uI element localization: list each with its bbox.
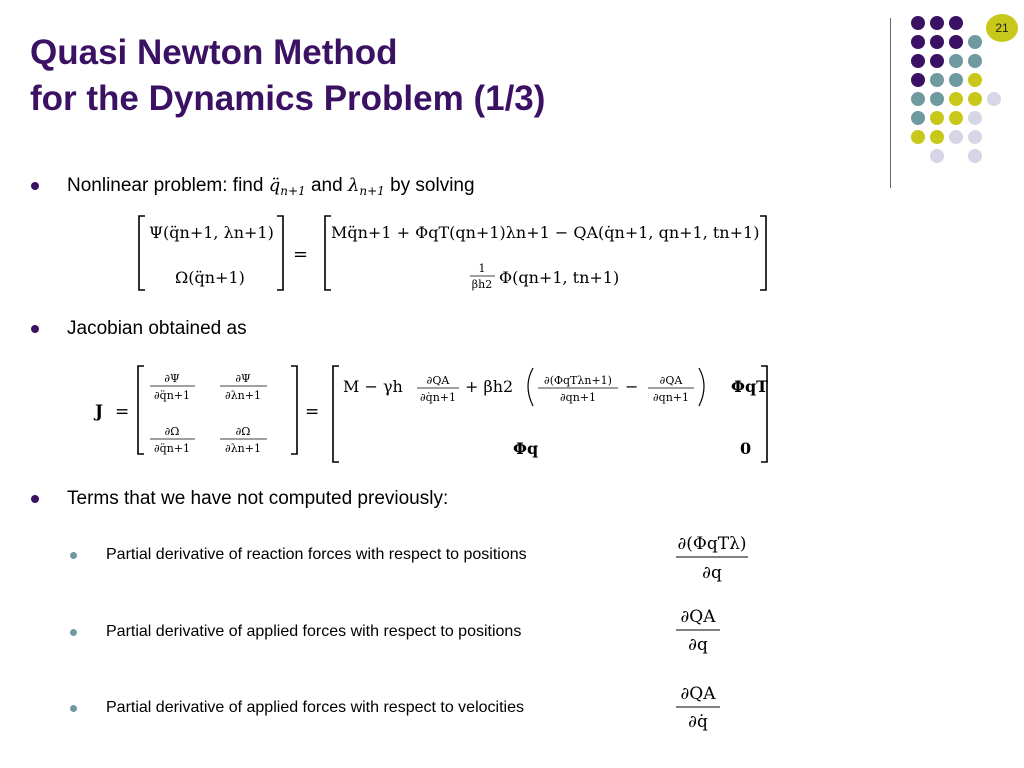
d2-den: ∂q <box>688 635 708 655</box>
decorative-dot <box>911 130 925 144</box>
eq2-r12: ΦqT <box>731 377 769 396</box>
eq2-m12-den: ∂λn+1 <box>225 389 261 402</box>
eq2-r11-f3-den: ∂qn+1 <box>652 391 690 404</box>
eq1-frac-num: 1 <box>478 262 486 275</box>
eq2-m22-num: ∂Ω <box>235 425 251 438</box>
decorative-dot <box>949 73 963 87</box>
bullet-1-and: and <box>310 175 343 196</box>
eq2-equals-2: = <box>305 402 320 422</box>
decorative-dot <box>968 130 982 144</box>
var-qddot: $q̈_{n+1}$ <box>268 175 306 198</box>
d3-den: ∂q̇ <box>688 712 708 732</box>
eq2-r11-f1-num: ∂QA <box>426 374 450 387</box>
eq2-r21: Φq <box>513 439 539 458</box>
eq2-r11-prefix: M − γh <box>343 377 403 396</box>
eq1-lhs-top: Ψ(q̈n+1, λn+1) <box>149 223 274 242</box>
decorative-dot <box>968 54 982 68</box>
derivative-applied-positions <box>672 602 732 658</box>
divider-line <box>890 18 891 188</box>
eq2-r11-f3-num: ∂QA <box>659 374 683 387</box>
d1-num: ∂(ΦqTλ) <box>677 534 747 554</box>
eq2-r22: 0 <box>740 439 752 458</box>
decorative-dot <box>930 16 944 30</box>
bullet-nonlinear-problem <box>67 174 475 203</box>
decorative-dot <box>987 92 1001 106</box>
decorative-dot <box>968 111 982 125</box>
derivative-applied-velocities <box>672 679 732 735</box>
eq1-frac-den: βh2 <box>471 278 493 291</box>
decorative-dot <box>930 149 944 163</box>
decorative-dot <box>930 111 944 125</box>
derivative-reaction-positions <box>672 525 762 585</box>
decorative-dot <box>911 16 925 30</box>
eq2-m11-den: ∂q̈n+1 <box>153 389 191 402</box>
eq2-r11-minus: − <box>625 377 639 396</box>
decorative-dot <box>968 149 982 163</box>
decorative-dot <box>911 73 925 87</box>
bullet-1-text-before: Nonlinear problem: find <box>67 175 264 196</box>
decorative-dot <box>949 92 963 106</box>
eq2-J: J <box>95 402 104 422</box>
sub-bullet-applied-positions: Partial derivative of applied forces with respect to positions <box>106 623 522 640</box>
eq2-m11-num: ∂Ψ <box>164 372 180 385</box>
decorative-dot <box>949 16 963 30</box>
decorative-dot <box>930 35 944 49</box>
eq2-r11-plus: + βh2 <box>465 377 514 396</box>
bullet-terms-not-computed: Terms that we have not computed previously: <box>67 488 449 509</box>
bullet-jacobian: Jacobian obtained as <box>67 318 247 339</box>
eq1-rhs-bottom: Φ(qn+1, tn+1) <box>499 268 620 287</box>
eq2-m21-num: ∂Ω <box>164 425 180 438</box>
decorative-dot-grid <box>0 0 1024 200</box>
decorative-dot <box>911 35 925 49</box>
var-lambda: $\lambda_{n+1}$ <box>347 175 385 198</box>
decorative-dot <box>911 111 925 125</box>
decorative-dot <box>930 92 944 106</box>
eq2-m22-den: ∂λn+1 <box>225 442 261 455</box>
sub-bullet-reaction-positions: Partial derivative of reaction forces with respect to positions <box>106 546 527 563</box>
eq1-rhs-top: Mq̈n+1 + ΦqT(qn+1)λn+1 − QA(q̇n+1, qn+1, tn+1) <box>331 223 760 242</box>
decorative-dot <box>949 130 963 144</box>
d3-num: ∂QA <box>680 684 716 704</box>
eq2-equals-1: = <box>115 402 130 422</box>
decorative-dot <box>949 111 963 125</box>
page-number-badge: 21 <box>986 14 1018 42</box>
eq1-equals: = <box>293 244 309 265</box>
title-line-2: for the Dynamics Problem (1/3) <box>30 79 546 118</box>
decorative-dot <box>930 54 944 68</box>
equation-nonlinear-system <box>135 210 775 295</box>
decorative-dot <box>949 54 963 68</box>
decorative-dot <box>930 130 944 144</box>
eq2-r11-f2-num: ∂(ΦqTλn+1) <box>544 374 612 387</box>
eq1-lhs-bottom: Ω(q̈n+1) <box>175 268 245 287</box>
decorative-dot <box>968 73 982 87</box>
d2-num: ∂QA <box>680 607 716 627</box>
decorative-dot <box>949 35 963 49</box>
title-line-1: Quasi Newton Method <box>30 33 398 72</box>
eq2-r11-f1-den: ∂q̇n+1 <box>419 391 457 404</box>
eq2-m12-num: ∂Ψ <box>235 372 251 385</box>
eq2-m21-den: ∂q̈n+1 <box>153 442 191 455</box>
decorative-dot <box>911 92 925 106</box>
decorative-dot <box>968 35 982 49</box>
decorative-dot <box>968 92 982 106</box>
decorative-dot <box>911 54 925 68</box>
decorative-dot <box>930 73 944 87</box>
d1-den: ∂q <box>702 563 722 583</box>
sub-bullet-applied-velocities: Partial derivative of applied forces with respect to velocities <box>106 699 524 716</box>
equation-jacobian <box>95 362 775 468</box>
eq2-r11-f2-den: ∂qn+1 <box>559 391 597 404</box>
bullet-1-text-after: by solving <box>390 175 475 196</box>
